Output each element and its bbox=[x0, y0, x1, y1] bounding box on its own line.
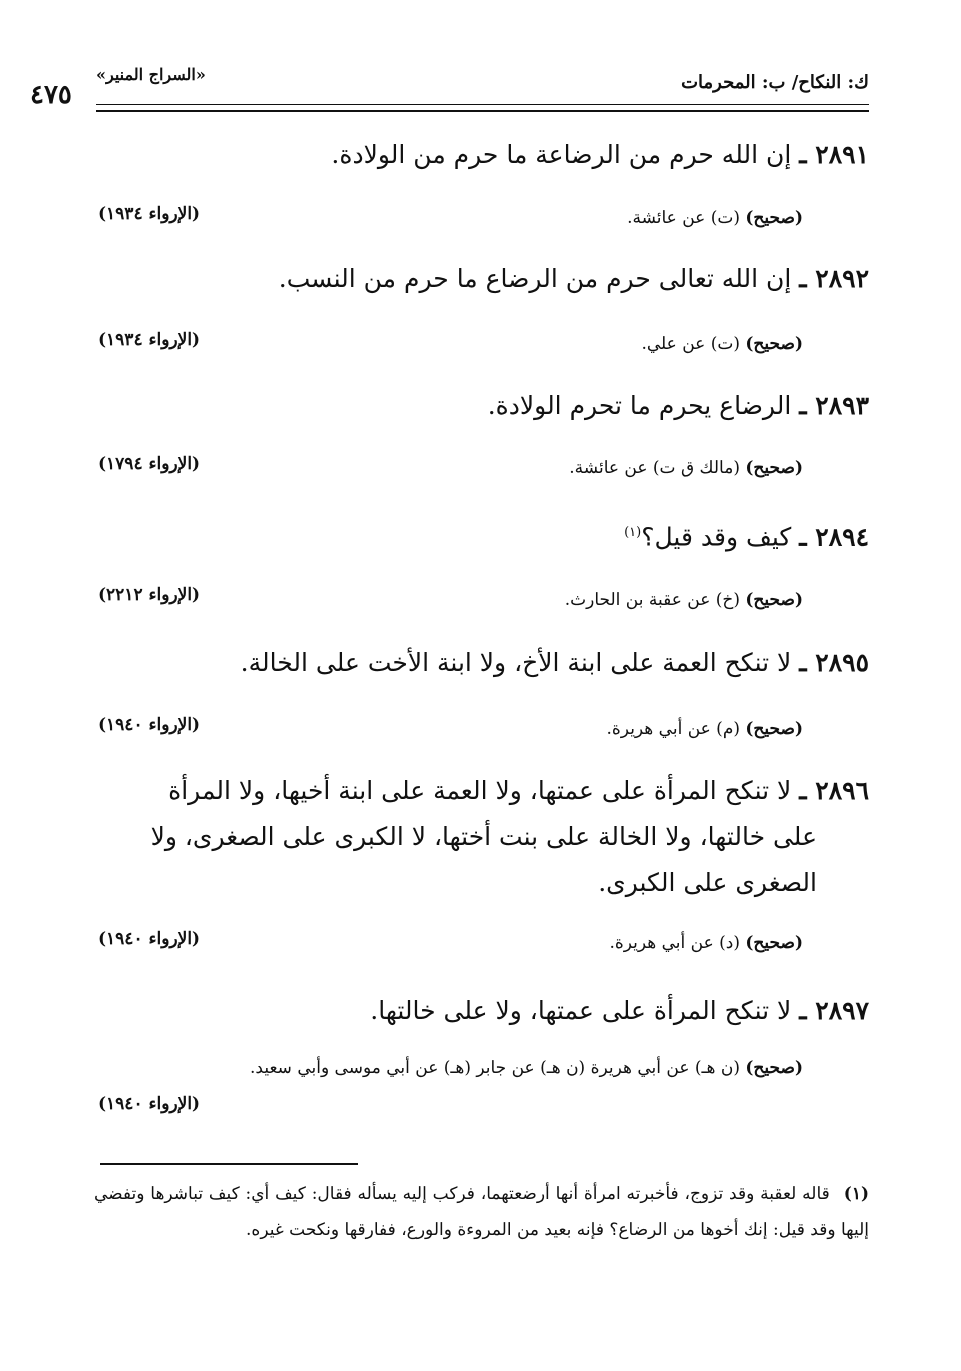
hadith-number: ٢٨٩٤ ـ bbox=[799, 522, 869, 552]
hadith-source bbox=[607, 719, 804, 739]
hadith-text: إن الله تعالى حرم من الرضاع ما حرم من النسب. bbox=[278, 264, 792, 293]
hadith-entry bbox=[279, 256, 869, 302]
hadith-narrator: (ت) عن علي. bbox=[641, 334, 740, 354]
hadith-grade: (صحيح) bbox=[745, 458, 803, 478]
book-title: «السراج المنير» bbox=[96, 65, 206, 84]
hadith-text-line: على خالتها، ولا الخالة على بنت أختها، لا الكبرى على الصغرى، ولا bbox=[150, 822, 817, 851]
hadith-source bbox=[627, 208, 803, 228]
hadith-grade: (صحيح) bbox=[745, 334, 803, 354]
hadith-text: إن الله حرم من الرضاعة ما حرم من الولادة. bbox=[331, 140, 792, 169]
chapter-header: ك: النكاح/ ب: المحرمات bbox=[681, 72, 869, 93]
hadith-reference: (الإرواء ١٩٤٠) bbox=[98, 929, 201, 949]
hadith-entry bbox=[488, 383, 869, 429]
hadith-text: الرضاع يحرم ما تحرم الولادة. bbox=[487, 391, 792, 420]
hadith-reference: (الإرواء ١٩٣٤) bbox=[98, 330, 201, 350]
footnote-marker: (١) bbox=[624, 525, 642, 540]
hadith-source bbox=[250, 1058, 803, 1078]
hadith-grade: (صحيح) bbox=[745, 208, 803, 228]
footnote-text: قاله لعقبة وقد تزوج، فأخبرته امرأة أنها أرضعتهما، فركب إليه يسأله فقال: كيف أي: كيف تباشرها وتفضي إليها وقد قيل: إنك أخوها من الرضاع؟ فإنه بعيد من المروءة والورع، ففارقها ونكحت غيره. bbox=[94, 1184, 869, 1240]
hadith-narrator: (ن هـ) عن أبي هريرة (ن هـ) عن جابر (هـ) عن أبي موسى وأبي سعيد. bbox=[250, 1058, 740, 1078]
hadith-source bbox=[641, 334, 803, 354]
page-number: ٤٧٥ bbox=[30, 80, 72, 110]
hadith-source bbox=[609, 933, 803, 953]
hadith-reference: (الإرواء ٢٢١٢) bbox=[98, 585, 201, 605]
footnote-number: (١) bbox=[843, 1184, 869, 1204]
hadith-narrator: (م) عن أبي هريرة. bbox=[606, 719, 740, 739]
header-rule-thick bbox=[96, 110, 869, 112]
hadith-grade: (صحيح) bbox=[745, 719, 803, 739]
hadith-narrator: (د) عن أبي هريرة. bbox=[609, 933, 740, 953]
hadith-source bbox=[565, 590, 803, 610]
hadith-text: لا تنكح المرأة على عمتها، ولا على خالتها. bbox=[370, 996, 792, 1025]
hadith-entry bbox=[89, 768, 869, 906]
hadith-number: ٢٨٩٧ ـ bbox=[799, 996, 869, 1025]
hadith-number: ٢٨٩٥ ـ bbox=[799, 648, 869, 677]
hadith-grade: (صحيح) bbox=[745, 590, 803, 610]
hadith-entry bbox=[624, 510, 869, 560]
hadith-number: ٢٨٩٦ ـ bbox=[799, 776, 869, 805]
hadith-number: ٢٨٩٣ ـ bbox=[799, 391, 869, 420]
hadith-text: لا تنكح العمة على ابنة الأخ، ولا ابنة الأخت على الخالة. bbox=[240, 648, 792, 677]
hadith-reference: (الإرواء ١٧٩٤) bbox=[98, 454, 201, 474]
footnote bbox=[94, 1176, 869, 1248]
hadith-grade: (صحيح) bbox=[745, 933, 803, 953]
hadith-text-line: الصغرى على الكبرى. bbox=[598, 868, 817, 897]
hadith-grade: (صحيح) bbox=[745, 1058, 803, 1078]
hadith-text-line: لا تنكح المرأة على عمتها، ولا العمة على ابنة أخيها، ولا المرأة bbox=[168, 776, 792, 805]
hadith-source bbox=[569, 458, 803, 478]
hadith-number: ٢٨٩١ ـ bbox=[799, 140, 869, 169]
hadith-entry bbox=[370, 988, 869, 1034]
hadith-narrator: (مالك ق ت) عن عائشة. bbox=[569, 458, 740, 478]
hadith-entry bbox=[331, 132, 869, 178]
hadith-text: كيف وقد قيل؟ bbox=[641, 522, 792, 552]
hadith-reference: (الإرواء ١٩٣٤) bbox=[98, 204, 201, 224]
header-rule-thin bbox=[96, 104, 869, 105]
hadith-narrator: (ت) عن عائشة. bbox=[627, 208, 740, 228]
hadith-reference: (الإرواء ١٩٤٠) bbox=[98, 715, 201, 735]
hadith-narrator: (خ) عن عقبة بن الحارث. bbox=[564, 590, 740, 610]
hadith-number: ٢٨٩٢ ـ bbox=[799, 264, 869, 293]
hadith-reference: (الإرواء ١٩٤٠) bbox=[98, 1094, 201, 1114]
hadith-entry bbox=[241, 640, 869, 686]
footnote-rule bbox=[100, 1163, 358, 1165]
